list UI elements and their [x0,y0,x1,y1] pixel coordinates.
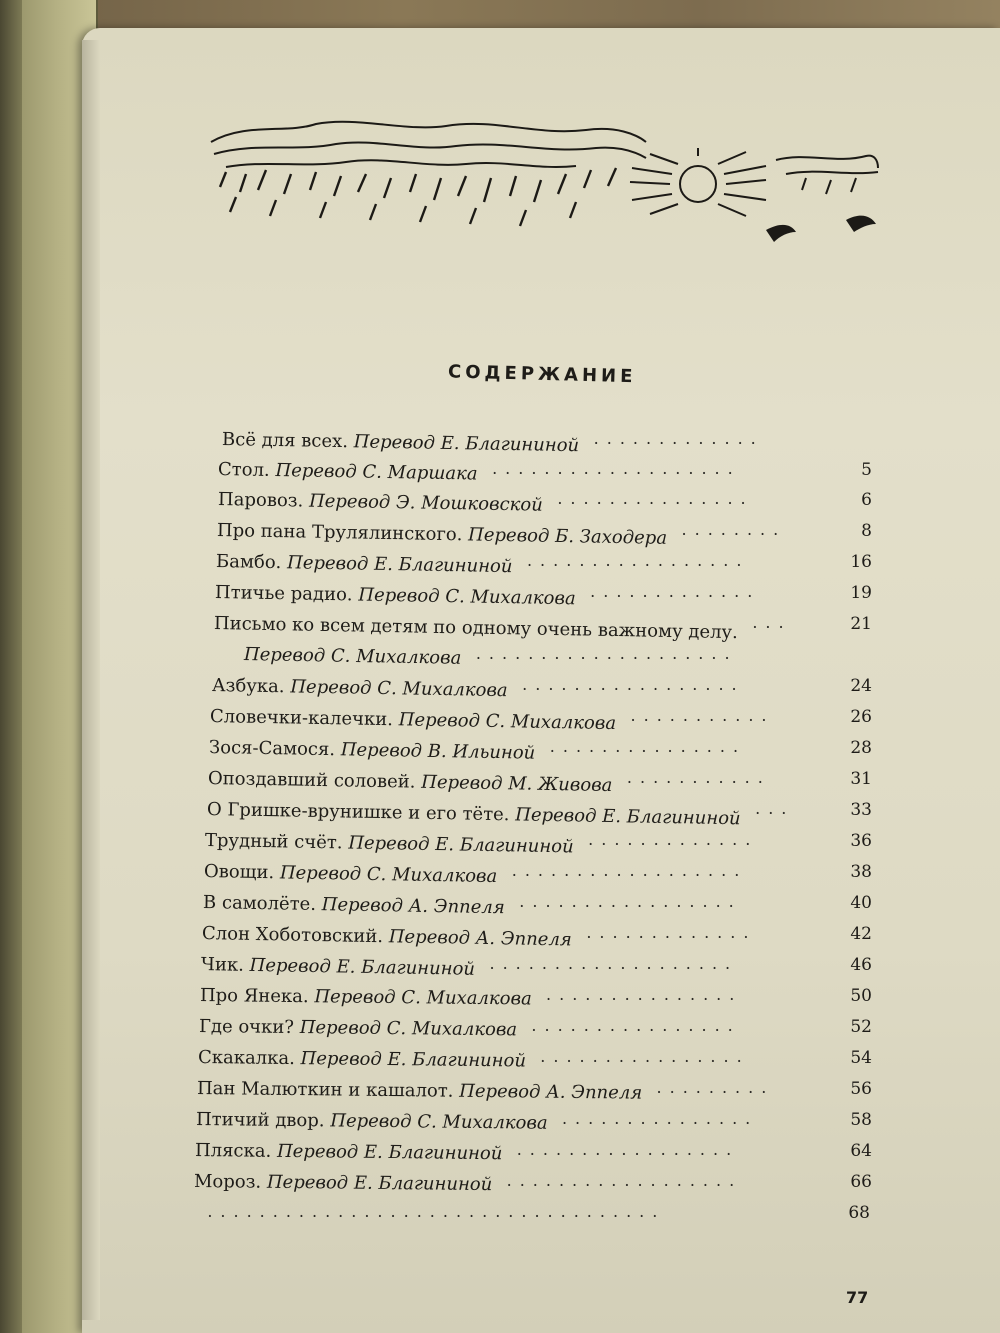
toc-entry-title: Паровоз. [217,489,304,512]
dot-leader: ............... [561,1109,759,1128]
toc-page-number: 54 [850,1048,872,1068]
dot-leader: ................. [516,1140,740,1159]
toc-entry-translator: Перевод С. Михалкова [358,584,576,610]
toc-entry [200,981,532,1014]
toc-entry [204,857,498,892]
toc-page-number: 6 [861,490,872,510]
dot-leader: ................ [531,1016,741,1035]
toc-entry-title: Словечки-калечки. [209,706,394,731]
toc-entry-title: Про Янека. [199,985,309,1008]
toc-entry-title: Скакалка. [197,1047,295,1070]
dot-leader: ................... [489,954,739,973]
toc-entry-translator: Перевод С. Михалкова [279,862,498,888]
dot-leader: ................... [492,459,741,478]
toc-page-number: 42 [850,924,872,944]
toc-page-number: 52 [850,1017,872,1037]
toc-page-number: 26 [850,707,872,727]
toc-entry-translator: Перевод М. Живова [421,771,613,797]
toc-entry-translator: Перевод Е. Благининой [348,832,574,858]
dot-leader: ............... [557,489,754,508]
toc-entry-title: Слон Хоботовский. [201,923,384,948]
toc-page-number: 38 [850,862,872,882]
dot-leader: ... [752,613,792,632]
toc-entry-translator: Перевод С. Михалкова [398,709,617,735]
dot-leader: ................. [526,551,750,570]
toc-entry-title: Опоздавший соловей. [207,768,416,793]
toc-entry [198,1043,526,1076]
page-title: СОДЕРЖАНИЕ [447,361,637,388]
toc-entry [209,733,536,769]
toc-entry-translator: Перевод Э. Мошковской [308,490,544,516]
toc-page-number: 50 [850,986,872,1006]
toc-entry-title: Письмо ко всем детям по одному очень важному делу. [213,613,739,644]
dot-leader: ............... [546,985,743,1004]
dot-leader: ........ [681,520,787,539]
toc-entry-title: Стол. [217,459,270,481]
dot-leader: ............. [588,830,759,849]
toc-page-number: 33 [850,800,872,820]
toc-entry-translator: Перевод А. Эппеля [459,1080,643,1104]
toc-entry-title: Мороз. [193,1171,262,1193]
toc-entry-title: Где очки? [198,1016,295,1038]
toc-entry-translator: Перевод С. Михалкова [330,1110,548,1134]
dot-leader: .................... [475,644,738,663]
toc-entry-title: Про пана Трулялинского. [216,520,463,546]
dot-leader: ......... [656,1078,775,1097]
toc-entry-title: Птичье радио. [214,582,353,606]
toc-entry-translator: Перевод Е. Благининой [300,1048,527,1072]
toc-entry [196,1105,548,1139]
toc-entry-translator: Перевод Е. Благининой [266,1171,493,1196]
toc-page-number: 40 [850,893,872,913]
toc-entry-translator: Перевод А. Эппеля [321,894,505,919]
toc-entry [218,455,478,490]
toc-page-number: 24 [850,676,872,696]
toc-page-number: 36 [850,831,872,851]
dot-leader: ... [755,799,795,818]
toc-entry-translator: Перевод А. Эппеля [388,926,572,951]
dot-leader: ................ [540,1047,750,1066]
dot-leader: ................. [519,892,742,911]
toc-entry-title: Бамбо. [215,551,282,574]
toc-entry-title: Птичий двор. [195,1109,325,1132]
dot-leader: ............. [590,582,761,601]
toc-entry [218,485,543,521]
toc-entry-translator: Перевод Е. Благининой [249,954,476,980]
toc-page-number: 46 [850,955,872,975]
dot-leader: ................................... [207,1202,666,1221]
toc-page-number: 66 [850,1172,872,1192]
dot-leader: .................. [506,1171,743,1190]
toc-entry-title: Пляска. [194,1140,272,1162]
toc-page-number: 16 [850,552,872,572]
toc-entry-translator: Перевод Е. Благининой [353,431,580,457]
toc-entry-title: Трудный счёт. [204,830,343,854]
toc-entry-translator: Перевод С. Михалкова [243,644,462,669]
dot-leader: ............. [593,429,764,448]
toc-entry [205,826,574,862]
toc-entry-title: Чик. [200,954,245,976]
toc-entry [195,1136,503,1169]
toc-entry [203,888,505,923]
toc-page-number: 19 [850,583,872,603]
toc-entry-translator: Перевод Е. Благининой [276,1140,503,1165]
toc-entry [197,1074,643,1109]
toc-page-number: 28 [850,738,872,758]
dot-leader: .................. [511,861,748,880]
toc-entry [212,671,508,706]
toc-page-number: 58 [850,1110,872,1130]
toc-entry [194,1167,493,1200]
toc-page-number: 68 [848,1203,870,1223]
toc-entry-translator: Перевод В. Ильиной [340,739,536,764]
toc-entry-title: Азбука. [211,675,285,698]
toc-page-number: 8 [861,521,872,541]
dot-leader: ................. [522,675,745,694]
page-number: 77 [846,1288,869,1307]
toc-entry-translator: Перевод С. Маршака [275,460,478,485]
toc-entry [244,640,462,674]
toc-entry-title: О Гришке-врунишке и его тёте. [206,799,510,826]
toc-page-number: 64 [850,1141,872,1161]
toc-entry-title: Пан Малюткин и кашалот. [196,1078,454,1102]
toc-entry [215,578,576,614]
toc-page-number: 5 [861,460,872,480]
toc-entry [201,950,476,985]
toc-entry-translator: Перевод Е. Благининой [286,552,513,578]
dot-leader: ........... [626,768,771,787]
toc-page-number: 21 [850,614,872,634]
toc-entry-title: Зося-Самося. [208,737,336,761]
toc-entry [216,547,513,582]
toc-entry-title: Всё для всех. [221,429,349,453]
toc-entry-translator: Перевод С. Михалкова [299,1017,518,1041]
toc-page-number: 31 [850,769,872,789]
toc-entry [199,1012,517,1045]
toc-entry-title: Овощи. [203,861,275,884]
dot-leader: ............. [586,923,757,942]
toc-entry-title: В самолёте. [202,892,317,915]
toc-entry-translator: Перевод Е. Благининой [515,804,741,830]
toc-entry-translator: Перевод С. Михалкова [314,986,532,1010]
dot-leader: ........... [630,706,775,725]
toc-entry-translator: Перевод С. Михалкова [290,676,508,702]
dot-leader: ............... [549,737,747,756]
toc-page-number: 56 [850,1079,872,1099]
toc-entry-translator: Перевод Б. Заходера [467,524,668,549]
